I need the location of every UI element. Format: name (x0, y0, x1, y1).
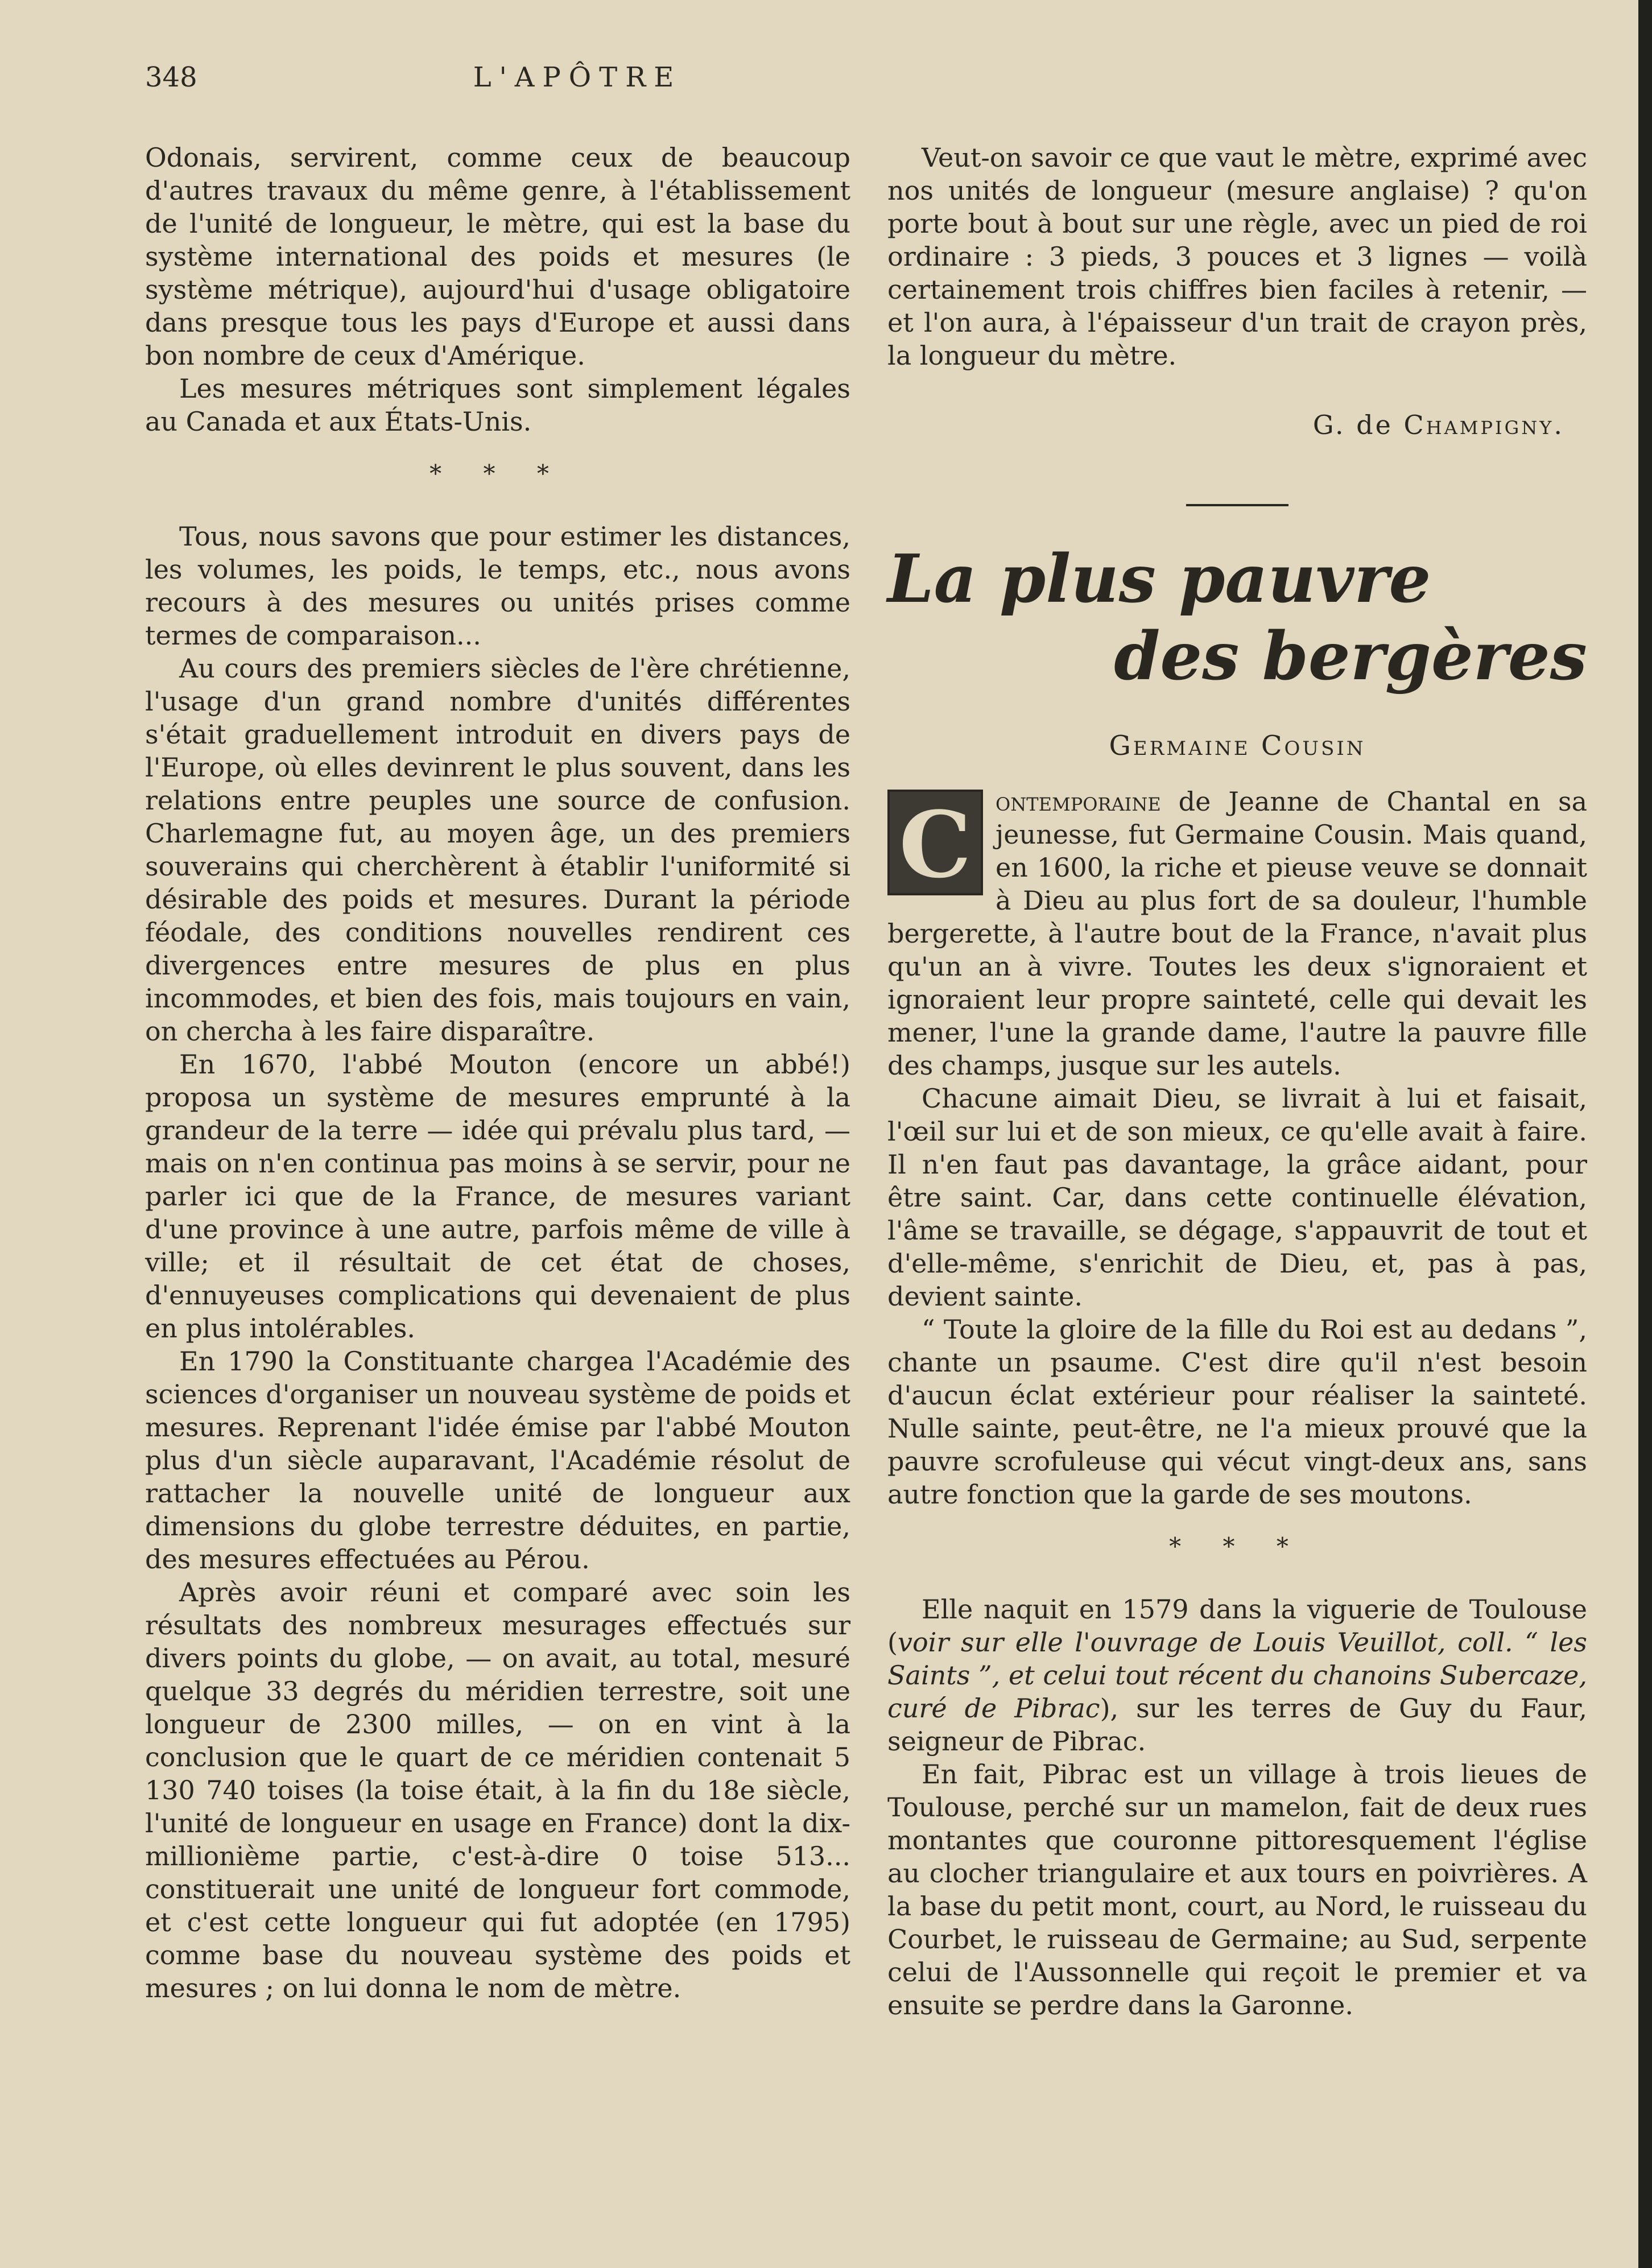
section-separator: * * * (429, 460, 566, 488)
article-title (887, 540, 1587, 695)
paragraph (887, 1593, 1587, 1758)
divider (1186, 504, 1288, 506)
signature-prefix: G. de (1312, 410, 1404, 440)
paragraph: Chacune aimait Dieu, se livrait à lui et faisait, l'œil sur lui et de son mieux, ce qu'elle avait à faire. Il n'en faut pas davantage, la grâce aidant, pour être saint. Car, dans cette continuelle élévation, l'âme se travaille, se dégage, s'appauvrit de tout et d'elle-même, s'enrichit de Dieu, et, pas à pas, devient sainte. (887, 1083, 1587, 1312)
opening-paragraph (887, 785, 1587, 1082)
paragraph: En fait, Pibrac est un village à trois lieues de Toulouse, perché sur un mamelon, fait de deux rues montantes que couronne pittoresquement l'église au clocher triangulaire et aux tours en poivrières. A la base du petit mont, court, au Nord, le ruisseau du Courbet, le ruisseau de Germaine; au Sud, serpente celui de l'Aussonnelle qui reçoit le premier et va ensuite se perdre dans la Garonne. (887, 1759, 1587, 2021)
paragraph: Odonais, servirent, comme ceux de beaucoup d'autres travaux du même genre, à l'établissement de l'unité de longueur, le mètre, qui est la base du système international des poids et mesures (le système métrique), aujourd'hui d'usage obligatoire dans presque tous les pays d'Europe et aussi dans bon nombre de ceux d'Amérique. (145, 142, 850, 371)
citation: voir sur elle l'ouvrage de Louis Veuillot, coll. “ les Saints ”, et celui tout récent du chanoins Subercaze, curé de Pibrac (887, 1627, 1587, 1724)
paragraph: Après avoir réuni et comparé avec soin les résultats des nombreux mesurages effectués sur divers points du globe, — on avait, au total, mesuré quelque 33 degrés du méridien terrestre, soit une longueur de 2300 milles, — on en vint à la conclusion que le quart de ce méridien contenait 5 130 740 toises (la toise était, à la fin du 18e siècle, l'unité de longueur en usage en France) dont la dix-millionième partie, c'est-à-dire 0 toise 513... constituerait une unité de longueur fort commode, et c'est cette longueur qui fut adoptée (en 1795) comme base du nouveau système des poids et mesures ; on lui donna le nom de mètre. (145, 1577, 850, 2003)
paragraph: “ Toute la gloire de la fille du Roi est au dedans ”, chante un psaume. C'est dire qu'il n'est besoin d'aucun éclat extérieur pour réaliser la sainteté. Nulle sainte, peut-être, ne l'a mieux prouvé que la pauvre scrofuleuse qui vécut vingt-deux ans, sans autre fonction que la garde de ses moutons. (887, 1314, 1587, 1510)
article-title-line-2: des bergères (1114, 618, 1587, 695)
running-title: L'APÔTRE (473, 61, 682, 93)
paragraph-text: ), sur les terres de Guy du Faur, seigneur de Pibrac. (887, 1693, 1587, 1757)
paragraph: Tous, nous savons que pour estimer les distances, les volumes, les poids, le temps, etc., nous avons recours à des mesures ou unités prises comme termes de comparaison... (145, 521, 850, 651)
book-edge (1638, 0, 1652, 2268)
opening-text: de Jeanne de Chantal en sa jeunesse, fut Germaine Cousin. Mais quand, en 1600, la riche et pieuse veuve se donnait à Dieu au plus fort de sa douleur, l'humble bergerette, à l'autre bout de la France, n'avait plus qu'un an à vivre. Toutes les deux s'ignoraient et ignoraient leur propre sainteté, celle qui devait les mener, l'une la grande dame, l'autre la pauvre fille des champs, jusque sur les autels. (887, 786, 1587, 1081)
paragraph: Veut-on savoir ce que vaut le mètre, exprimé avec nos unités de longueur (mesure anglaise) ? qu'on porte bout à bout sur une règle, avec un pied de roi ordinaire : 3 pieds, 3 pouces et 3 lignes — voilà certainement trois chiffres bien faciles à retenir, — et l'on aura, à l'épaisseur d'un trait de crayon près, la longueur du mètre. (887, 142, 1587, 371)
opening-smallcaps: ontemporaine (996, 786, 1161, 817)
right-column (887, 141, 1587, 2022)
signature (887, 408, 1564, 441)
article-author: Germaine Cousin (1109, 730, 1366, 762)
paragraph-text: Elle naquit en 1579 dans la viguerie de Toulouse ( (887, 1594, 1587, 1658)
page-number: 348 (145, 61, 197, 93)
paragraph: En 1670, l'abbé Mouton (encore un abbé!) proposa un système de mesures emprunté à la grandeur de la terre — idée qui prévalu plus tard, — mais on n'en continua pas moins à se servir, pour ne parler ici que de la France, de mesures variant d'une province à une autre, parfois même de ville à ville; et il résultait de cet état de choses, d'ennuyeuses complications qui devenaient de plus en plus intolérables. (145, 1049, 850, 1344)
signature-name: Champigny. (1403, 410, 1564, 440)
section-separator: * * * (1169, 1532, 1306, 1560)
paragraph: Les mesures métriques sont simplement légales au Canada et aux États-Unis. (145, 373, 850, 437)
paragraph: En 1790 la Constituante chargea l'Académie des sciences d'organiser un nouveau système de poids et mesures. Reprenant l'idée émise par l'abbé Mouton plus d'un siècle auparavant, l'Académie résolut de rattacher la nouvelle unité de longueur aux dimensions du globe terrestre déduites, en partie, des mesures effectuées au Pérou. (145, 1346, 850, 1575)
dropcap-ornament: C (887, 790, 983, 895)
article-title-line-1: La plus pauvre (887, 540, 1431, 618)
left-column (145, 141, 850, 2005)
page-header (145, 61, 1010, 107)
paragraph: Au cours des premiers siècles de l'ère chrétienne, l'usage d'un grand nombre d'unités différentes s'était graduellement introduit en divers pays de l'Europe, où elles devinrent le plus souvent, dans les relations entre peuples une source de confusion. Charlemagne fut, au moyen âge, un des premiers souverains qui cherchèrent à établir l'uniformité si désirable des poids et mesures. Durant la période féodale, des conditions nouvelles rendirent ces divergences entre mesures de plus en plus incommodes, et bien des fois, mais toujours en vain, on chercha à les faire disparaître. (145, 653, 850, 1047)
